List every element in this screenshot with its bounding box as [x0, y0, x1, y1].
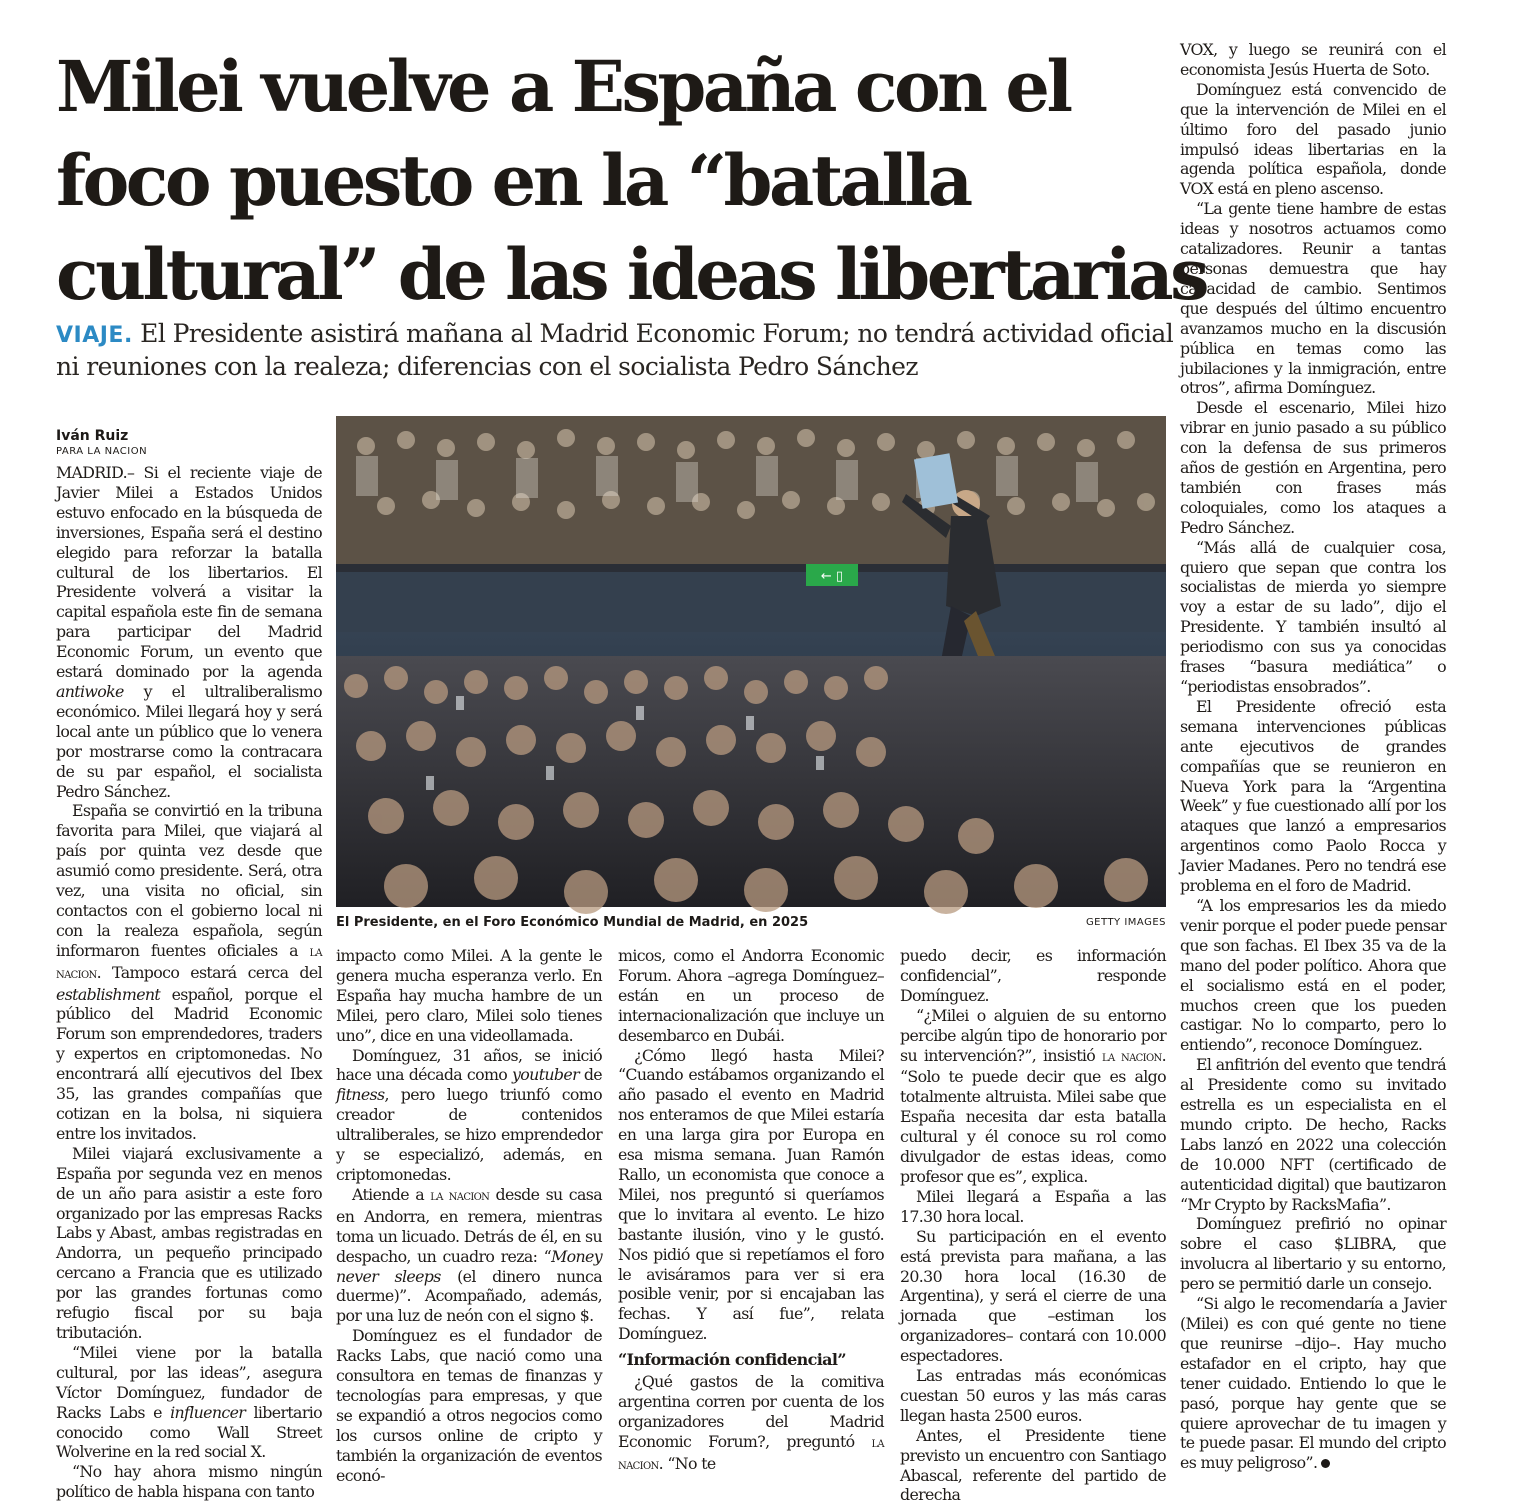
paragraph: Las entradas más económicas cuestan 50 euros y las más caras llegan hasta 2500 euros. — [900, 1366, 1166, 1425]
article-column-5 — [1180, 40, 1446, 1490]
article-column-4 — [900, 946, 1166, 1505]
exit-sign: ← ▯ — [820, 569, 844, 584]
author-agency: PARA LA NACION — [56, 446, 148, 457]
photo-credit: GETTY IMAGES — [1085, 917, 1166, 928]
text-run: . Tampoco estará cerca del — [96, 962, 322, 982]
paragraph: El Presidente ofreció esta semana intervenciones públicas ante ejecutivos de grandes compañías que se reunieron en Nueva York para la “Argentina Week” y fue cuestionado allí por los ataques que lanzó a empresarios argentinos como Paolo Rocca y Javier Madanes. Pero no tendrá ese problema en el foro de Madrid. — [1180, 696, 1446, 896]
headline-line: foco puesto en la “batalla — [56, 139, 970, 222]
paragraph: VOX, y luego se reunirá con el economista Jesús Huerta de Soto. — [1180, 40, 1446, 79]
headline-line: cultural” de las ideas libertarias — [56, 233, 1207, 316]
paragraph — [336, 1046, 602, 1185]
section-subtitle: “Información confidencial” — [618, 1350, 846, 1370]
emphasis: Money never sleeps — [336, 1246, 602, 1286]
paragraph: Su participación en el evento está prevista para mañana, a las 20.30 hora local (16.30 de Argentina), y será el cierre de una jornada que –estiman los organizadores– contará con 10.000 espectadores. — [900, 1226, 1166, 1366]
text-run: y el ultraliberalismo económico. Milei llegará hoy y será local ante un público que lo venera por mostrarse como la contracara de su par español, el socialista Pedro Sánchez. — [56, 681, 322, 801]
paragraph: Desde el escenario, Milei hizo vibrar en junio pasado a su público con la defensa de sus primeros años de gestión en Argentina, pero también con frases más coloquiales, como los ataques a Pedro Sánchez. — [1180, 398, 1446, 537]
text-run: de — [578, 1065, 602, 1085]
paragraph — [336, 1185, 602, 1326]
text-run: “¿Milei o alguien de su entorno percibe algún tipo de honorario por su intervención?”, insistió — [900, 1005, 1166, 1065]
emphasis: fitness — [336, 1085, 385, 1105]
paragraph: El anfitrión del evento que tendrá al Presidente como su invitado estrella es un especialista en el mundo cripto. De hecho, Racks Labs lanzó en 2022 una colección de 10.000 NFT (certificado de autenticidad digital) que bautizaron “Mr Crypto by RacksMafia”. — [1180, 1055, 1446, 1214]
paragraph: Domínguez prefirió no opinar sobre el caso $LIBRA, que involucra al libertario y su entorno, pero se permitió darle un consejo. — [1180, 1214, 1446, 1294]
emphasis: youtuber — [512, 1065, 579, 1085]
section-kicker: VIAJE. — [56, 323, 133, 348]
paragraph: Milei llegará a España a las 17.30 hora local. — [900, 1186, 1166, 1226]
text-run: español, porque el público del Madrid Economic Forum son emprendedores, traders y expertos en criptomonedas. No encontrará allí ejecutivos del Ibex 35, las grandes compañías que cotizan en la bolsa, ni siquiera entre los invitados. — [56, 984, 322, 1143]
headline-line: Milei vuelve a España con el — [56, 45, 1070, 128]
article-photo — [336, 416, 1166, 907]
text-run: . “Solo te puede decir que es algo totalmente altruista. Milei sabe que España necesita dar esta batalla cultural y él conoce su rol como divulgador de estas ideas, como profesor que es”, explica. — [900, 1045, 1166, 1186]
publication-name: la nacion — [430, 1187, 490, 1204]
text-run: España se convirtió en la tribuna favorita para Milei, que viajará al país por quinta vez desde que asumió como presidente. Será, otra vez, una visita no oficial, sin contactos con el gobierno local ni con la realeza española, según informaron fuentes oficiales a — [56, 801, 322, 960]
emphasis: establishment — [56, 984, 161, 1004]
text-run: (el dinero nunca duerme)”. Acompañado, además, por una luz de neón con el signo $. — [336, 1266, 602, 1326]
paragraph: micos, como el Andorra Economic Forum. Ahora –agrega Domínguez– están en un proceso de internacionalización que incluye un desembarco en Dubái. — [618, 946, 884, 1045]
subheadline-line — [56, 318, 1174, 351]
publication-name: la nacion — [56, 943, 322, 982]
paragraph — [900, 1006, 1166, 1187]
paragraph — [56, 801, 322, 1143]
paragraph — [56, 463, 322, 801]
paragraph: ¿Cómo llegó hasta Milei? “Cuando estábamos organizando el año pasado el evento en Madrid nos enteramos de que Milei estaría en una larga gira por Europa en esa misma semana. Juan Ramón Rallo, un economista que conoce a Milei, nos preguntó si queríamos que lo invitara al evento. Le hizo bastante ilusión, vino y le gustó. Nos pidió que si repetíamos el foro le avisáramos para ver si era posible venir, por si encajaban las fechas. Y así fue”, relata Domínguez. — [618, 1045, 884, 1344]
paragraph: “Más allá de cualquier cosa, quiero que sepan que contra los socialistas de mierda yo siempre voy a estar de su lado”, dijo el Presidente. Y también insultó al periodismo con sus ya conocidas frases “basura mediática” o “periodistas ensobrados”. — [1180, 537, 1446, 696]
subheadline — [56, 318, 1174, 382]
text-run: “Si algo le recomendaría a Javier (Milei) es con qué gente no tiene que reunirse –dijo–. Hay mucho estafador en el cripto, hay que tener cuidado. Entiendo lo que le pasó, porque hay gente que se quiere aprovechar de tu imagen y te puede pasar. El mundo del cripto es muy peligroso”. — [1180, 1294, 1446, 1473]
paragraph: “No hay ahora mismo ningún político de habla hispana con tanto — [56, 1462, 322, 1502]
paragraph: impacto como Milei. A la gente le genera mucha esperanza verlo. En España hay mucha hambre de un Milei, pero claro, Milei solo tienes uno”, dice en una videollamada. — [336, 946, 602, 1045]
byline — [56, 427, 326, 459]
article-column-2 — [336, 946, 602, 1486]
paragraph: “A los empresarios les da miedo venir porque el poder puede pensar que son fachas. El Ibex 35 va de la mano del poder político. Ahora que el socialismo está en el poder, muchos creen que los pueden castigar. No lo comparto, pero lo entiendo”, reconoce Domínguez. — [1180, 895, 1446, 1055]
paragraph: puedo decir, es información confidencial”, responde Domínguez. — [900, 946, 1166, 1005]
text-run: . “No te — [658, 1453, 716, 1473]
publication-name: la nacion — [618, 1434, 884, 1473]
emphasis: antiwoke — [56, 681, 124, 701]
text-run: , pero luego triunfó como creador de contenidos ultraliberales, se hizo emprendedor y se especializó, además, en criptomonedas. — [336, 1085, 602, 1184]
photo-crowd-stage — [336, 416, 1166, 907]
text-run: libertario conocido como Wall Street Wolverine en la red social X. — [56, 1402, 322, 1462]
text-run: desde su casa en Andorra, en remera, mientras toma un licuado. Detrás de él, en su despacho, un cuadro reza: “ — [336, 1184, 602, 1266]
author-name: Iván Ruiz — [56, 428, 129, 444]
text-run: MADRID.– Si el reciente viaje de Javier Milei a Estados Unidos estuvo enfocado en la búsqueda de inversiones, España será el destino elegido para reforzar la batalla cultural de los libertarios. El Presidente volverá a visitar la capital española este fin de semana para participar del Madrid Economic Forum, un evento que estará dominado por la agenda — [56, 463, 322, 682]
photo-caption: El Presidente, en el Foro Económico Mundial de Madrid, en 2025 — [336, 915, 809, 930]
paragraph: Domínguez está convencido de que la intervención de Milei en el último foro del pasado junio impulsó ideas libertarias en la agenda política española, donde VOX está en pleno ascenso. — [1180, 79, 1446, 199]
subheadline-line: ni reuniones con la realeza; diferencias con el socialista Pedro Sánchez — [56, 352, 918, 381]
photo-caption-bar — [336, 913, 1166, 933]
subheadline-text: El Presidente asistirá mañana al Madrid Economic Forum; no tendrá actividad oficial — [140, 319, 1174, 348]
paragraph: Antes, el Presidente tiene previsto un encuentro con Santiago Abascal, referente del partido de derecha — [900, 1425, 1166, 1505]
headline — [56, 40, 1207, 322]
publication-name: la nacion — [1102, 1048, 1162, 1065]
article-column-1 — [56, 463, 322, 1502]
paragraph: Domínguez es el fundador de Racks Labs, que nació como una consultora en temas de finanzas y tecnologías para empresas, y que se expandió a otros negocios como los cursos online de cripto y también la organización de eventos econó- — [336, 1326, 602, 1485]
text-run: “Milei viene por la batalla cultural, por las ideas”, asegura Víctor Domínguez, fundador de Racks Labs e — [56, 1342, 322, 1422]
paragraph: “La gente tiene hambre de estas ideas y nosotros actuamos como catalizadores. Reunir a tantas personas demuestra que hay capacidad de cambio. Sentimos que después del último encuentro avanzamos mucho en la discusión pública en temas como las jubilaciones y la inmigración, entre otros”, afirma Domínguez. — [1180, 199, 1446, 398]
end-of-article-icon — [1321, 1459, 1330, 1468]
emphasis: influencer — [170, 1402, 246, 1422]
text-run: ¿Qué gastos de la comitiva argentina corren por cuenta de los organizadores del Madrid Economic Forum?, preguntó — [618, 1372, 884, 1451]
article-column-3 — [618, 946, 884, 1486]
paragraph: Milei viajará exclusivamente a España por segunda vez en menos de un año para asistir a este foro organizado por las empresas Racks Labs y Abast, ambas registradas en Andorra, un pequeño principado cercano a Francia que es utilizado por las grandes fortunas como refugio fiscal por su baja tributación. — [56, 1143, 322, 1342]
paragraph — [1180, 1294, 1446, 1473]
paragraph — [618, 1372, 884, 1476]
text-run: Atiende a — [352, 1184, 431, 1204]
text-run: Domínguez, 31 años, se inició hace una década como — [336, 1045, 602, 1085]
paragraph — [56, 1343, 322, 1462]
